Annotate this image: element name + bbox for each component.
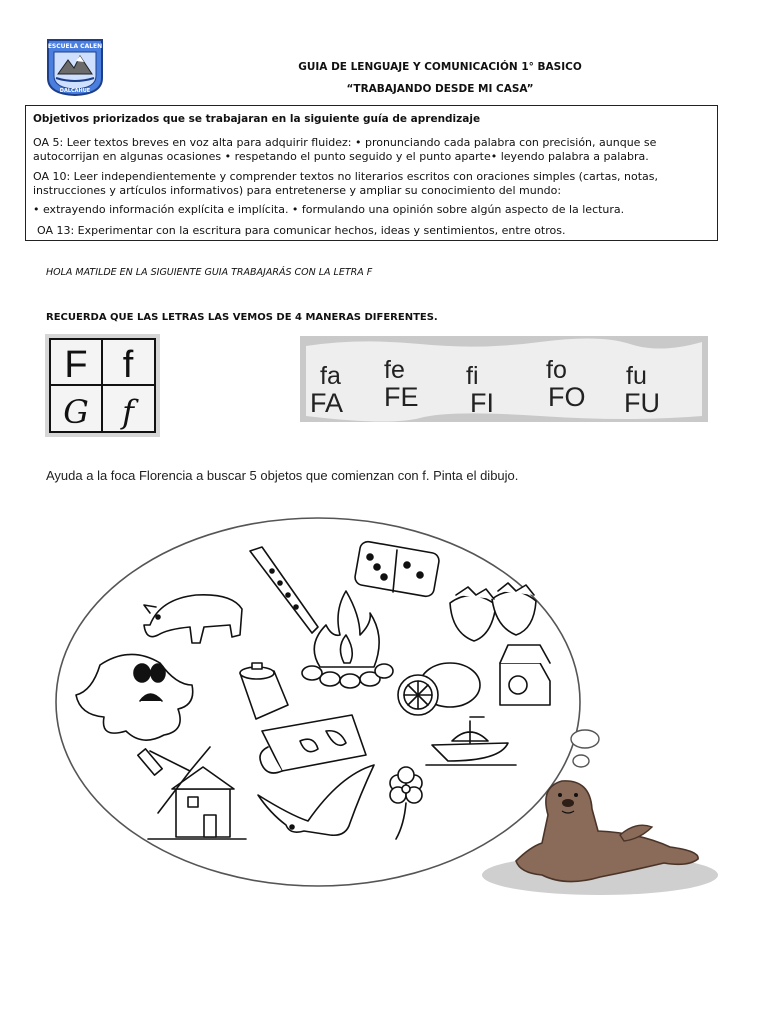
- objective-oa10: OA 10: Leer independientemente y comprender textos no literarios escritos con oraciones simples (cartas, notas, instrucciones y artículos informativos) para entretenerse y ampliar su conocimiento del mundo:: [33, 170, 659, 197]
- syllable-lower-fe: fe: [384, 356, 405, 384]
- page-subtitle: “TRABAJANDO DESDE MI CASA”: [346, 83, 534, 95]
- letter-forms-grid: [45, 334, 160, 437]
- objective-oa13: OA 13: Experimentar con la escritura para comunicar hechos, ideas y sentimientos, entre otros.: [37, 224, 566, 237]
- objective-oa5: OA 5: Leer textos breves en voz alta para adquirir fluidez: • pronunciando cada palabra con precisión, aunque se autocorrijan en algunas ocasiones • respetando el punto seguido y el punto aparte• leyendo palabra a palabra.: [33, 136, 657, 163]
- syllable-upper-FE: FE: [384, 382, 419, 412]
- syllable-upper-FO: FO: [548, 382, 586, 412]
- thought-bubble-small-1: [571, 730, 599, 748]
- letter-upper-print: F: [64, 344, 88, 386]
- thought-bubble-small-2: [573, 755, 589, 767]
- letter-lower-print: f: [122, 344, 134, 386]
- objective-oa10-bullets: • extrayendo información explícita e implícita. • formulando una opinión sobre algún aspecto de la lectura.: [33, 203, 625, 216]
- syllable-lower-fo: fo: [546, 356, 567, 384]
- objectives-title: Objetivos priorizados que se trabajaran en la siguiente guía de aprendizaje: [33, 113, 481, 125]
- letter-lower-cursive: f: [122, 393, 134, 431]
- objectives-box: [25, 105, 718, 241]
- logo-text-bottom: DALCAHUE: [59, 88, 91, 94]
- greeting-text: HOLA MATILDE EN LA SIGUIENTE GUIA TRABAJARÁS CON LA LETRA F: [46, 267, 373, 278]
- school-logo: [46, 38, 104, 96]
- page-title: GUIA DE LENGUAJE Y COMUNICACIÓN 1° BASICO: [298, 61, 582, 73]
- logo-text-top: ESCUELA CALEN: [47, 43, 103, 50]
- syllable-upper-FA: FA: [310, 388, 344, 418]
- milk-carton-icon: [500, 645, 550, 705]
- syllable-upper-FU: FU: [624, 388, 660, 418]
- syllable-lower-fu: fu: [626, 362, 647, 390]
- activity-instruction: Ayuda a la foca Florencia a buscar 5 objetos que comienzan con f. Pinta el dibujo.: [46, 468, 519, 483]
- thought-bubble-scene: [0, 495, 768, 915]
- syllable-lower-fa: fa: [320, 362, 341, 390]
- syllable-lower-fi: fi: [466, 362, 479, 390]
- syllables-panel: [300, 336, 708, 422]
- letter-upper-cursive: G: [63, 393, 89, 431]
- syllable-upper-FI: FI: [470, 388, 494, 418]
- reminder-text: RECUERDA QUE LAS LETRAS LAS VEMOS DE 4 MANERAS DIFERENTES.: [46, 312, 438, 323]
